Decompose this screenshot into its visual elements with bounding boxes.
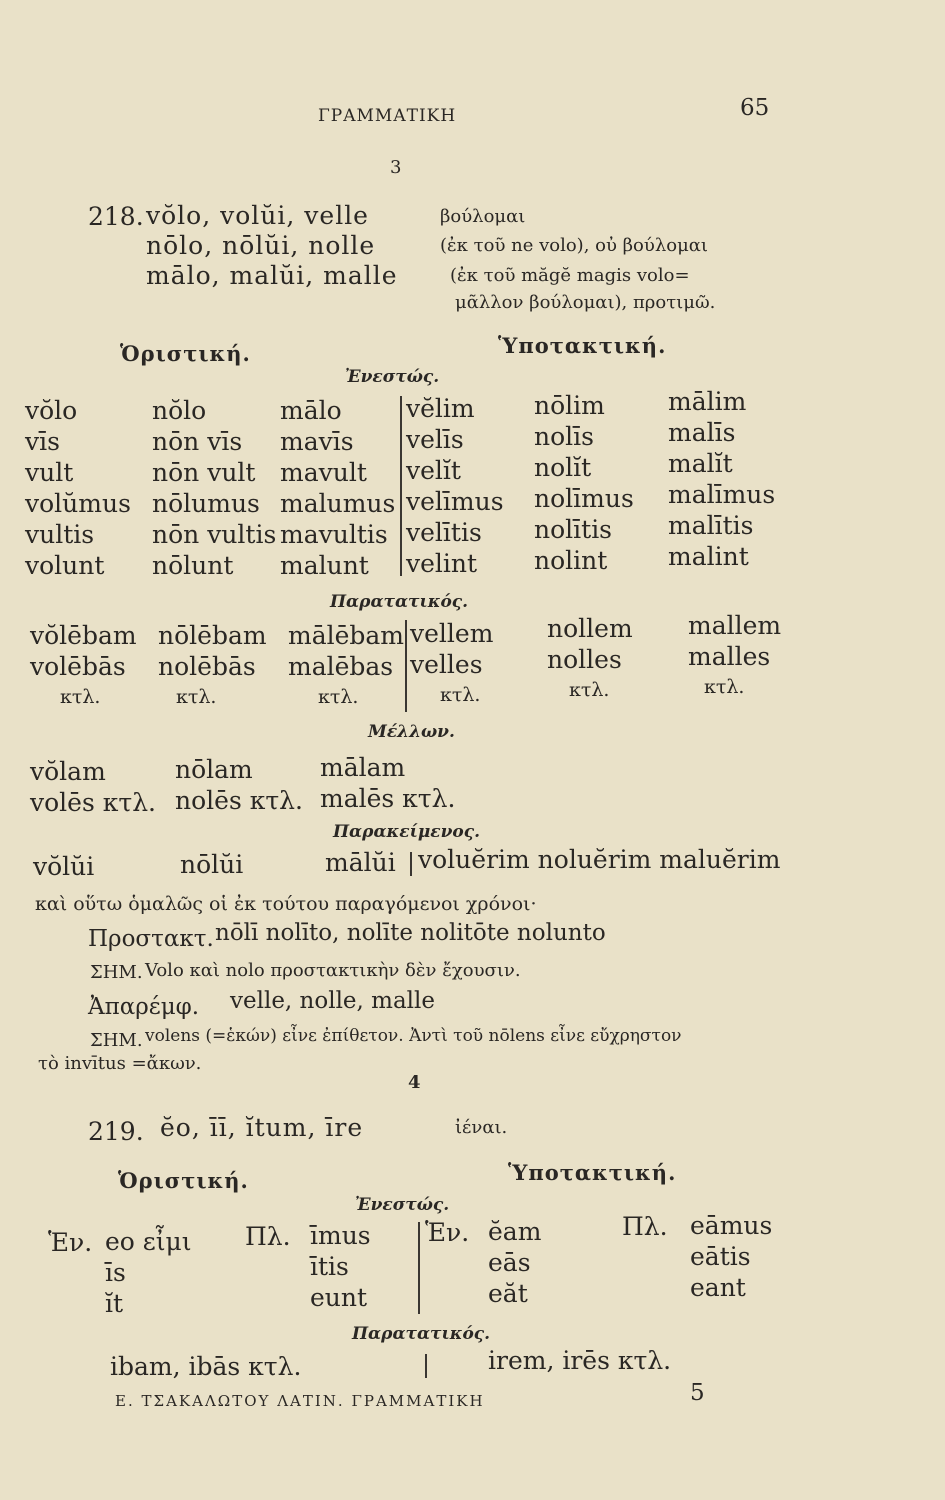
eo-imperfect-indicative: ibam, ibās κτλ. (110, 1352, 302, 1381)
future-c1-2: volēs κτλ. (30, 788, 156, 817)
present-malim-2: malīs (668, 418, 736, 447)
eo-sub-sg-2: eās (488, 1248, 531, 1277)
eo-sg-1: eo εἶμι (105, 1227, 192, 1256)
imperfect-col1 (30, 620, 137, 713)
present-malo-5: mavultis (280, 520, 388, 549)
eo-sg-label: Ἑν. (48, 1228, 93, 1257)
present-nolim-1: nōlim (534, 391, 605, 420)
present-nolo-column (152, 395, 276, 581)
eo-sub-sg-label: Ἑν. (425, 1218, 470, 1247)
paragraph-219-number: 219. (88, 1117, 144, 1146)
heading-eo-indicative: Ὁριστική. (118, 1168, 249, 1193)
imperfect-c1-3: κτλ. (60, 686, 101, 708)
imperfect-divider (405, 620, 407, 712)
eo-imperfect-divider (425, 1354, 427, 1378)
present-malim-5: malītis (668, 511, 754, 540)
future-col2 (175, 754, 303, 816)
imperfect-c2-3: κτλ. (176, 686, 217, 708)
present-volo-3: vult (25, 458, 74, 487)
eo-sub-pl-column (690, 1210, 772, 1303)
p218-line2: nōlo, nōlŭi, nolle (146, 231, 376, 260)
heading-future: Μέλλων. (368, 722, 455, 742)
heading-eo-present: Ἐνεστώς. (355, 1195, 450, 1215)
imperative-label: Προστακτ. (88, 926, 214, 952)
present-nolo-2: nōn vīs (152, 427, 243, 456)
note2-text: volens (=ἑκών) εἶνε ἐπίθετον. Ἀντὶ τοῦ nōlens εἶνε εὔχρηστον (145, 1026, 682, 1046)
eo-sub-pl-1: eāmus (690, 1211, 773, 1240)
present-volo-1: vŏlo (25, 396, 78, 425)
present-nolo-6: nōlunt (152, 551, 234, 580)
infinitive-forms: velle, nolle, malle (230, 988, 436, 1014)
heading-present: Ἐνεστώς. (345, 367, 440, 387)
heading-subjunctive: Ὑποτακτική. (498, 333, 667, 358)
imperfect-c2-1: nōlēbam (158, 621, 267, 650)
perfect-c2: nōlŭi (180, 850, 244, 879)
present-malim-column (668, 386, 775, 572)
future-c1-1: vŏlam (30, 757, 106, 786)
eo-sub-sg-1: ĕam (488, 1217, 542, 1246)
imperfect-c6-3: κτλ. (704, 676, 745, 698)
present-nolo-4: nōlumus (152, 489, 260, 518)
present-malim-1: mālim (668, 387, 747, 416)
eo-pl-1: īmus (310, 1221, 371, 1250)
footer-signature-number: 5 (690, 1380, 705, 1406)
present-volo-5: vultis (25, 520, 95, 549)
perfect-c3: mālŭi (325, 848, 396, 877)
imperfect-c4-2: velles (410, 650, 483, 679)
p218-line1-greek: βούλομαι (440, 206, 526, 227)
present-malo-2: mavīs (280, 427, 354, 456)
present-velim-4: velīmus (406, 487, 504, 516)
heading-perfect: Παρακείμενος. (333, 822, 481, 842)
perfect-divider (410, 852, 412, 876)
future-c3-1: mālam (320, 753, 406, 782)
future-c2-2: nolēs κτλ. (175, 786, 303, 815)
eo-pl-2: ītis (310, 1252, 349, 1281)
present-malo-column (280, 395, 395, 581)
footer-signature-text: Ε. ΤΣΑΚΑΛΩΤΟΥ ΛΑΤΙΝ. ΓΡΑΜΜΑΤΙΚΗ (115, 1392, 485, 1410)
heading-eo-imperfect: Παρατατικός. (352, 1324, 491, 1344)
present-nolo-3: nōn vult (152, 458, 256, 487)
imperfect-col2 (158, 620, 267, 713)
eo-pl-3: eunt (310, 1283, 368, 1312)
perfect-c4: voluĕrim noluĕrim maluĕrim (418, 845, 781, 874)
imperfect-col6 (688, 610, 781, 703)
heading-indicative: Ὁριστική. (120, 341, 251, 366)
p219-line-greek: ἰέναι. (455, 1117, 508, 1138)
running-header: ΓΡΑΜΜΑΤΙΚΗ (318, 106, 457, 126)
present-nolim-2: nolīs (534, 422, 594, 451)
eo-sub-pl-2: eātis (690, 1242, 751, 1271)
note1-label: ΣΗΜ. (90, 962, 143, 983)
present-velim-column (406, 393, 504, 579)
eo-sg-column (105, 1226, 192, 1319)
imperfect-c3-1: mālēbam (288, 621, 405, 650)
imperfect-col3 (288, 620, 404, 713)
present-malo-4: malumus (280, 489, 396, 518)
present-velim-2: velīs (406, 425, 464, 454)
present-velim-5: velītis (406, 518, 482, 547)
perfect-c1: vŏlŭi (33, 852, 95, 881)
eo-imperfect-subjunctive: irem, irēs κτλ. (488, 1346, 672, 1375)
future-col3 (320, 752, 455, 814)
imperfect-c6-2: malles (688, 642, 771, 671)
present-volo-column (25, 395, 131, 581)
heading-imperfect: Παρατατικός. (330, 592, 469, 612)
present-nolim-column (534, 390, 634, 576)
eo-present-divider (418, 1222, 420, 1314)
eo-sub-sg-column (488, 1216, 541, 1309)
page-number: 65 (740, 95, 770, 121)
present-volo-2: vīs (25, 427, 60, 456)
present-velim-1: vĕlim (406, 394, 475, 423)
infinitive-label: Ἀπαρέμφ. (88, 994, 200, 1020)
paragraph-218-number: 218. (88, 202, 144, 231)
imperfect-c3-2: malēbas (288, 652, 394, 681)
present-malo-6: malunt (280, 551, 369, 580)
present-velim-6: velint (406, 549, 478, 578)
imperfect-c2-2: nolēbās (158, 652, 256, 681)
eo-sub-sg-3: eăt (488, 1279, 528, 1308)
imperfect-c5-2: nolles (547, 645, 622, 674)
present-divider (400, 396, 402, 576)
present-nolo-5: nōn vultis (152, 520, 277, 549)
present-velim-3: velĭt (406, 456, 461, 485)
eo-sg-3: ĭt (105, 1289, 124, 1318)
section-number-4: 4 (408, 1072, 421, 1093)
imperfect-c3-3: κτλ. (318, 686, 359, 708)
p218-line3: mālo, malŭi, malle (146, 261, 398, 290)
imperfect-c5-1: nollem (547, 614, 633, 643)
present-volo-6: volunt (25, 551, 105, 580)
future-c2-1: nōlam (175, 755, 253, 784)
eo-sg-2: īs (105, 1258, 126, 1287)
note2-label: ΣΗΜ. (90, 1030, 143, 1051)
eo-sub-pl-label: Πλ. (622, 1212, 668, 1241)
imperfect-c1-1: vŏlēbam (30, 621, 137, 650)
p218-line2-greek: (ἐκ τοῦ ne volo), οὐ βούλομαι (440, 235, 708, 256)
eo-pl-label: Πλ. (245, 1222, 291, 1251)
note-line1: καὶ οὕτω ὁμαλῶς οἱ ἐκ τούτου παραγόμενοι χρόνοι· (35, 893, 537, 915)
imperative-forms: nōlī nolīto, nolīte nolitōte nolunto (215, 920, 606, 946)
imperfect-c4-3: κτλ. (440, 684, 481, 706)
present-malim-3: malĭt (668, 449, 733, 478)
imperfect-c4-1: vellem (410, 619, 494, 648)
present-nolim-6: nolint (534, 546, 608, 575)
present-malo-1: mālo (280, 396, 342, 425)
imperfect-c6-1: mallem (688, 611, 782, 640)
future-c3-2: malēs κτλ. (320, 784, 456, 813)
imperfect-col5 (547, 613, 633, 706)
present-malo-3: mavult (280, 458, 367, 487)
present-volo-4: volŭmus (25, 489, 131, 518)
note1-text: Volo καὶ nolo προστακτικὴν δὲν ἔχουσιν. (145, 960, 521, 981)
present-malim-6: malint (668, 542, 749, 571)
present-nolim-3: nolĭt (534, 453, 592, 482)
eo-pl-column (310, 1220, 371, 1313)
p219-line: ĕo, īī, ĭtum, īre (160, 1113, 364, 1142)
imperfect-c1-2: volēbās (30, 652, 126, 681)
present-malim-4: malīmus (668, 480, 776, 509)
present-nolim-4: nolīmus (534, 484, 634, 513)
present-nolo-1: nŏlo (152, 396, 207, 425)
heading-eo-subjunctive: Ὑποτακτική. (508, 1160, 677, 1185)
p218-line3-greek: (ἐκ τοῦ măgĕ magis volo= (450, 265, 690, 286)
present-nolim-5: nolītis (534, 515, 613, 544)
p218-line1: vŏlo, volŭi, velle (146, 201, 369, 230)
section-number-3: 3 (390, 157, 402, 178)
imperfect-c5-3: κτλ. (569, 679, 610, 701)
eo-sub-pl-3: eant (690, 1273, 746, 1302)
future-col1 (30, 756, 156, 818)
imperfect-col4 (410, 618, 493, 711)
p218-line4-greek: μᾶλλον βούλομαι), προτιμῶ. (455, 292, 716, 313)
note2-continued: τὸ invītus =ἄκων. (38, 1053, 202, 1074)
